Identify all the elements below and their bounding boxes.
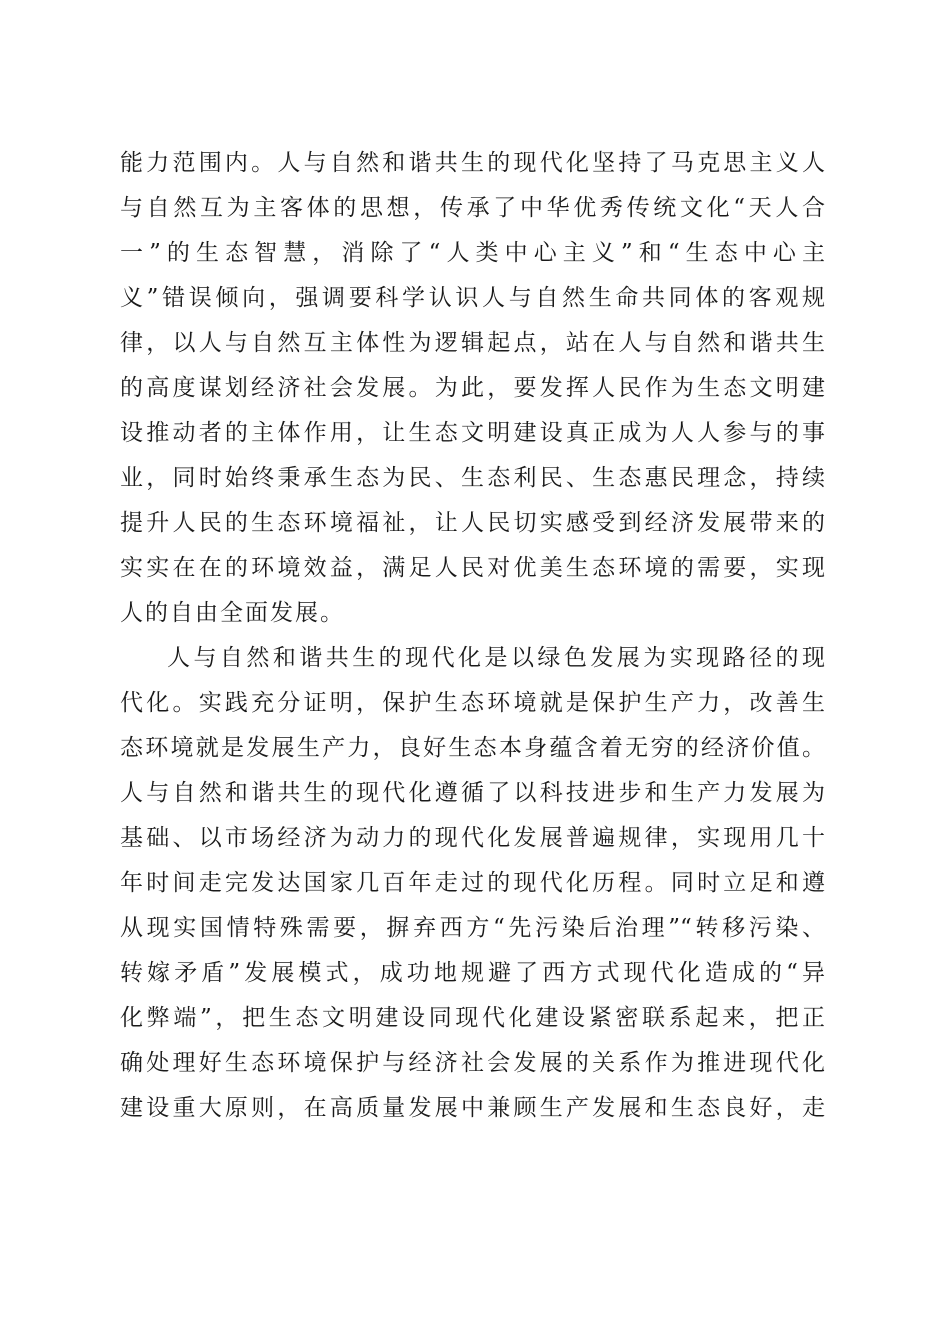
text-line: 人的自由全面发展。 (120, 600, 345, 626)
text-line: 设推动者的主体作用，让生态文明建设真正成为人人参与的事 (120, 420, 825, 446)
text-line: 一”的生态智慧，消除了“人类中心主义”和“生态中心主 (120, 240, 825, 266)
text-line: 义”错误倾向，强调要科学认识人与自然生命共同体的客观规 (120, 285, 825, 311)
text-line: 的高度谋划经济社会发展。为此，要发挥人民作为生态文明建 (120, 375, 825, 401)
text-line: 能力范围内。人与自然和谐共生的现代化坚持了马克思主义人 (120, 150, 825, 176)
text-line: 化弊端”，把生态文明建设同现代化建设紧密联系起来，把正 (120, 1005, 825, 1031)
text-line: 确处理好生态环境保护与经济社会发展的关系作为推进现代化 (120, 1050, 825, 1076)
text-line: 人与自然和谐共生的现代化遵循了以科技进步和生产力发展为 (120, 780, 825, 806)
text-line: 年时间走完发达国家几百年走过的现代化历程。同时立足和遵 (120, 870, 825, 896)
text-line: 转嫁矛盾”发展模式，成功地规避了西方式现代化造成的“异 (120, 960, 825, 986)
text-line: 人与自然和谐共生的现代化是以绿色发展为实现路径的现 (167, 645, 825, 671)
text-line: 从现实国情特殊需要，摒弃西方“先污染后治理”“转移污染、 (120, 915, 825, 941)
text-line: 代化。实践充分证明，保护生态环境就是保护生产力，改善生 (120, 690, 825, 716)
text-line: 业，同时始终秉承生态为民、生态利民、生态惠民理念，持续 (120, 465, 825, 491)
text-line: 态环境就是发展生产力，良好生态本身蕴含着无穷的经济价值。 (120, 735, 825, 761)
text-line: 与自然互为主客体的思想，传承了中华优秀传统文化“天人合 (120, 195, 825, 221)
text-line: 实实在在的环境效益，满足人民对优美生态环境的需要，实现 (120, 555, 825, 581)
text-line: 建设重大原则，在高质量发展中兼顾生产发展和生态良好，走 (120, 1095, 825, 1121)
text-line: 律，以人与自然互主体性为逻辑起点，站在人与自然和谐共生 (120, 330, 825, 356)
text-line: 基础、以市场经济为动力的现代化发展普遍规律，实现用几十 (120, 825, 825, 851)
text-line: 提升人民的生态环境福祉，让人民切实感受到经济发展带来的 (120, 510, 825, 536)
